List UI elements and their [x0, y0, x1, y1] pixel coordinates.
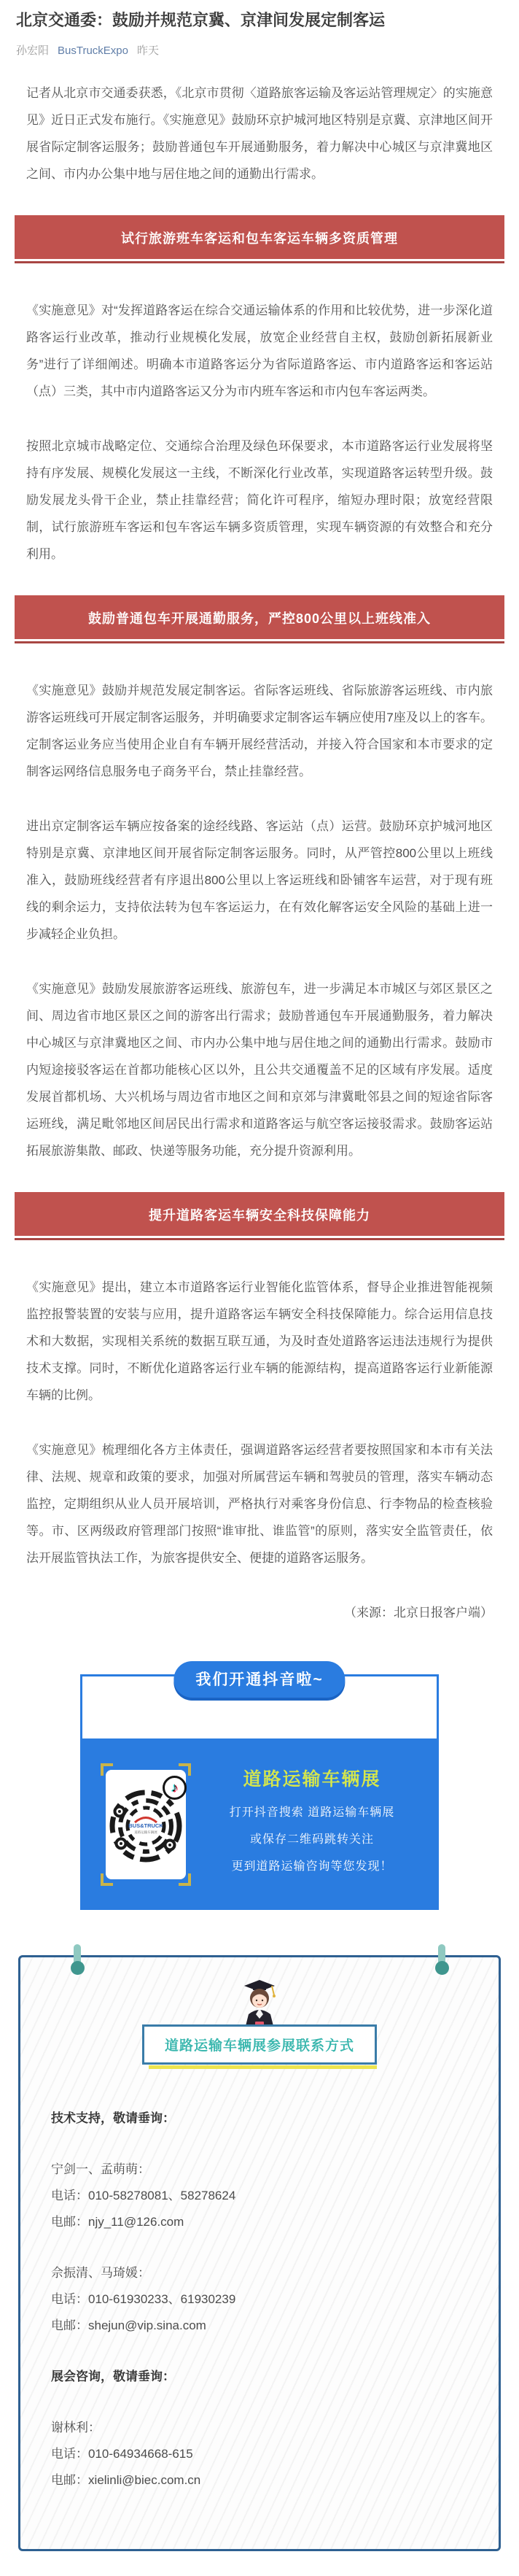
account-link[interactable]: BusTruckExpo [58, 45, 128, 57]
contact-header [20, 1976, 499, 2065]
contact-names: 谢林利： [51, 2421, 101, 2434]
contact-phone: 电话：010-64934668-615 [51, 2447, 193, 2461]
paragraph: 《实施意见》提出，建立本市道路客运行业智能化监管体系，督导企业推进智能视频监控报警装置的安装与应用，提升道路客运车辆安全科技保障能力。综合运用信息技术和大数据，实现相关系统的数据互联互通，为及时查处道路客运违法违规行为提供技术支撑。同时，不断优化道路客运行业车辆的能源结构，提高道路客运行业新能源车辆的比例。 [26, 1280, 493, 1402]
section-banner-text: 提升道路客运车辆安全科技保障能力 [15, 1192, 504, 1238]
promo-line: 更到道路运输咨询等您发现！ [231, 1860, 393, 1873]
promo-title: 道路运输车辆展 [243, 1769, 381, 1790]
douyin-qr-code [101, 1763, 191, 1886]
contact-card [18, 1955, 501, 2551]
hanger-clip-icon [70, 1944, 85, 1975]
promo-blue-panel [80, 1738, 439, 1910]
contact-names: 宁剑一、孟萌萌： [51, 2162, 150, 2176]
paragraph: 《实施意见》鼓励发展旅游客运班线、旅游包车，进一步满足本市城区与郊区景区之间、周边省市地区景区之间的游客出行需求；鼓励普通包车开展通勤服务，着力解决中心城区与京津冀地区之间、市内办公集中地与居住地之间的通勤出行需求。鼓励市内短途接驳客运在首都功能核心区以外，且公共交通覆盖不足的区域有序发展。适度发展首都机场、大兴机场与周边省市地区之间和京郊与津冀毗邻县之间的短途省际客运班线，满足毗邻地区间居民出行需求和道路客运与航空客运接驳需求。鼓励客运站拓展旅游集散、邮政、快递等服务功能，充分提升资源利用。 [26, 982, 493, 1158]
qr-image [106, 1770, 186, 1879]
promo-text-block [191, 1765, 427, 1884]
promo-pill-banner: 我们开通抖音啦~ [173, 1661, 345, 1698]
contact-group-heading: 技术支持，敬请垂询： [51, 2111, 175, 2125]
contact-email: 电邮：njy_11@126.com [51, 2215, 184, 2229]
promo-line: 打开抖音搜索 道路运输车辆展 [229, 1806, 395, 1819]
contact-group-heading: 展会咨询，敬请垂询： [51, 2370, 175, 2383]
author-name: 孙宏阳 [16, 45, 50, 57]
section-banner-text: 鼓励普通包车开展通勤服务，严控800公里以上班线准入 [15, 595, 504, 641]
publish-date: 昨天 [137, 45, 160, 57]
section-banner [15, 595, 504, 643]
paragraph: 按照北京城市战略定位、交通综合治理及绿色环保要求，本市道路客运行业发展将坚持有序发展、规模化发展这一主线，不断深化行业改革，实现道路客运转型升级。鼓励发展龙头骨干企业，禁止挂靠经营；简化许可程序，缩短办理时限；放宽经营限制，试行旅游班车客运和包车客运车辆多资质管理，实现车辆资源的有效整合和充分利用。 [26, 439, 493, 561]
contact-body [20, 2065, 499, 2494]
paragraph: 进出京定制客运车辆应按备案的途经线路、客运站（点）运营。鼓励环京护城河地区特别是京冀、京津地区间开展省际定制客运服务。同时，从严管控800公里以上班线准入，鼓励班线经营者有序退出800公里以上客运班线和卧铺客车运营，对于现有班线的剩余运力，支持依法转为包车客运运力，在有效化解客运安全风险的基础上进一步减轻企业负担。 [26, 819, 493, 941]
contact-names: 佘振清、马琦媛： [51, 2266, 150, 2280]
byline [16, 42, 503, 58]
contact-entry [51, 2415, 468, 2494]
music-note-icon: ♪ [171, 1780, 178, 1795]
page-title: 北京交通委：鼓励并规范京冀、京津间发展定制客运 [16, 11, 386, 29]
section-banner-text: 试行旅游班车客运和包车客运车辆多资质管理 [15, 215, 504, 261]
paragraph: 《实施意见》梳理细化各方主体责任，强调道路客运经营者要按照国家和本市有关法律、法规、规章和政策的要求，加强对所属营运车辆和驾驶员的管理，落实车辆动态监控，定期组织从业人员开展培训，严格执行对乘客身份信息、行李物品的检查核验等。市、区两级政府管理部门按照“谁审批、谁监管”的原则，落实安全监管责任，依法开展监管执法工作，为旅客提供安全、便捷的道路客运服务。 [26, 1443, 493, 1565]
paragraph: 《实施意见》鼓励并规范发展定制客运。省际客运班线、省际旅游客运班线、市内旅游客运班线可开展定制客运服务，并明确要求定制客运车辆应使用7座及以上的客车。定制客运业务应当使用企业自有车辆开展经营活动，并接入符合国家和本市要求的定制客运网络信息服务电子商务平台，禁止挂靠经营。 [26, 684, 493, 778]
contact-phone: 电话：010-58278081、58278624 [51, 2189, 236, 2202]
douyin-promo-card [80, 1671, 439, 1910]
contact-phone: 电话：010-61930233、61930239 [51, 2292, 236, 2306]
paragraph: 《实施意见》对“发挥道路客运在综合交通运输体系的作用和比较优势，进一步深化道路客运行业改革，推动行业规模化发展，放宽企业经营自主权，鼓励创新拓展新业务”进行了详细阐述。明确本市道路客运分为省际道路客运、市内道路客运和客运站（点）三类，其中市内道路客运又分为市内班车客运和市内包车客运两类。 [26, 303, 493, 398]
source-attribution: （来源：北京日报客户端） [344, 1606, 493, 1620]
contact-entry [51, 2157, 468, 2235]
contact-email: 电邮：shejun@vip.sina.com [51, 2318, 206, 2332]
qr-sub-text: 道路运输车辆展 [134, 1830, 157, 1834]
douyin-logo-icon [163, 1776, 187, 1800]
qr-brand-text: BUS&TRUCK [128, 1822, 163, 1829]
paragraph: 记者从北京市交通委获悉，《北京市贯彻〈道路旅客运输及客运站管理规定〉的实施意见》近日正式发布施行。《实施意见》鼓励环京护城河地区特别是京冀、京津地区间开展省际定制客运服务；鼓励普通包车开展通勤服务，着力解决中心城区与京津冀地区之间、市内办公集中地与居住地之间的通勤出行需求。 [26, 86, 493, 181]
contact-title: 道路运输车辆展参展联系方式 [142, 2024, 377, 2065]
contact-email: 电邮：xielinli@biec.com.cn [51, 2473, 201, 2487]
promo-line: 或保存二维码跳转关注 [249, 1833, 374, 1846]
contact-entry [51, 2260, 468, 2339]
article-body [0, 80, 519, 1626]
promo-header-box [80, 1671, 439, 1738]
section-banner [15, 1192, 504, 1240]
hanger-clip-icon [434, 1944, 449, 1975]
section-banner [15, 215, 504, 263]
